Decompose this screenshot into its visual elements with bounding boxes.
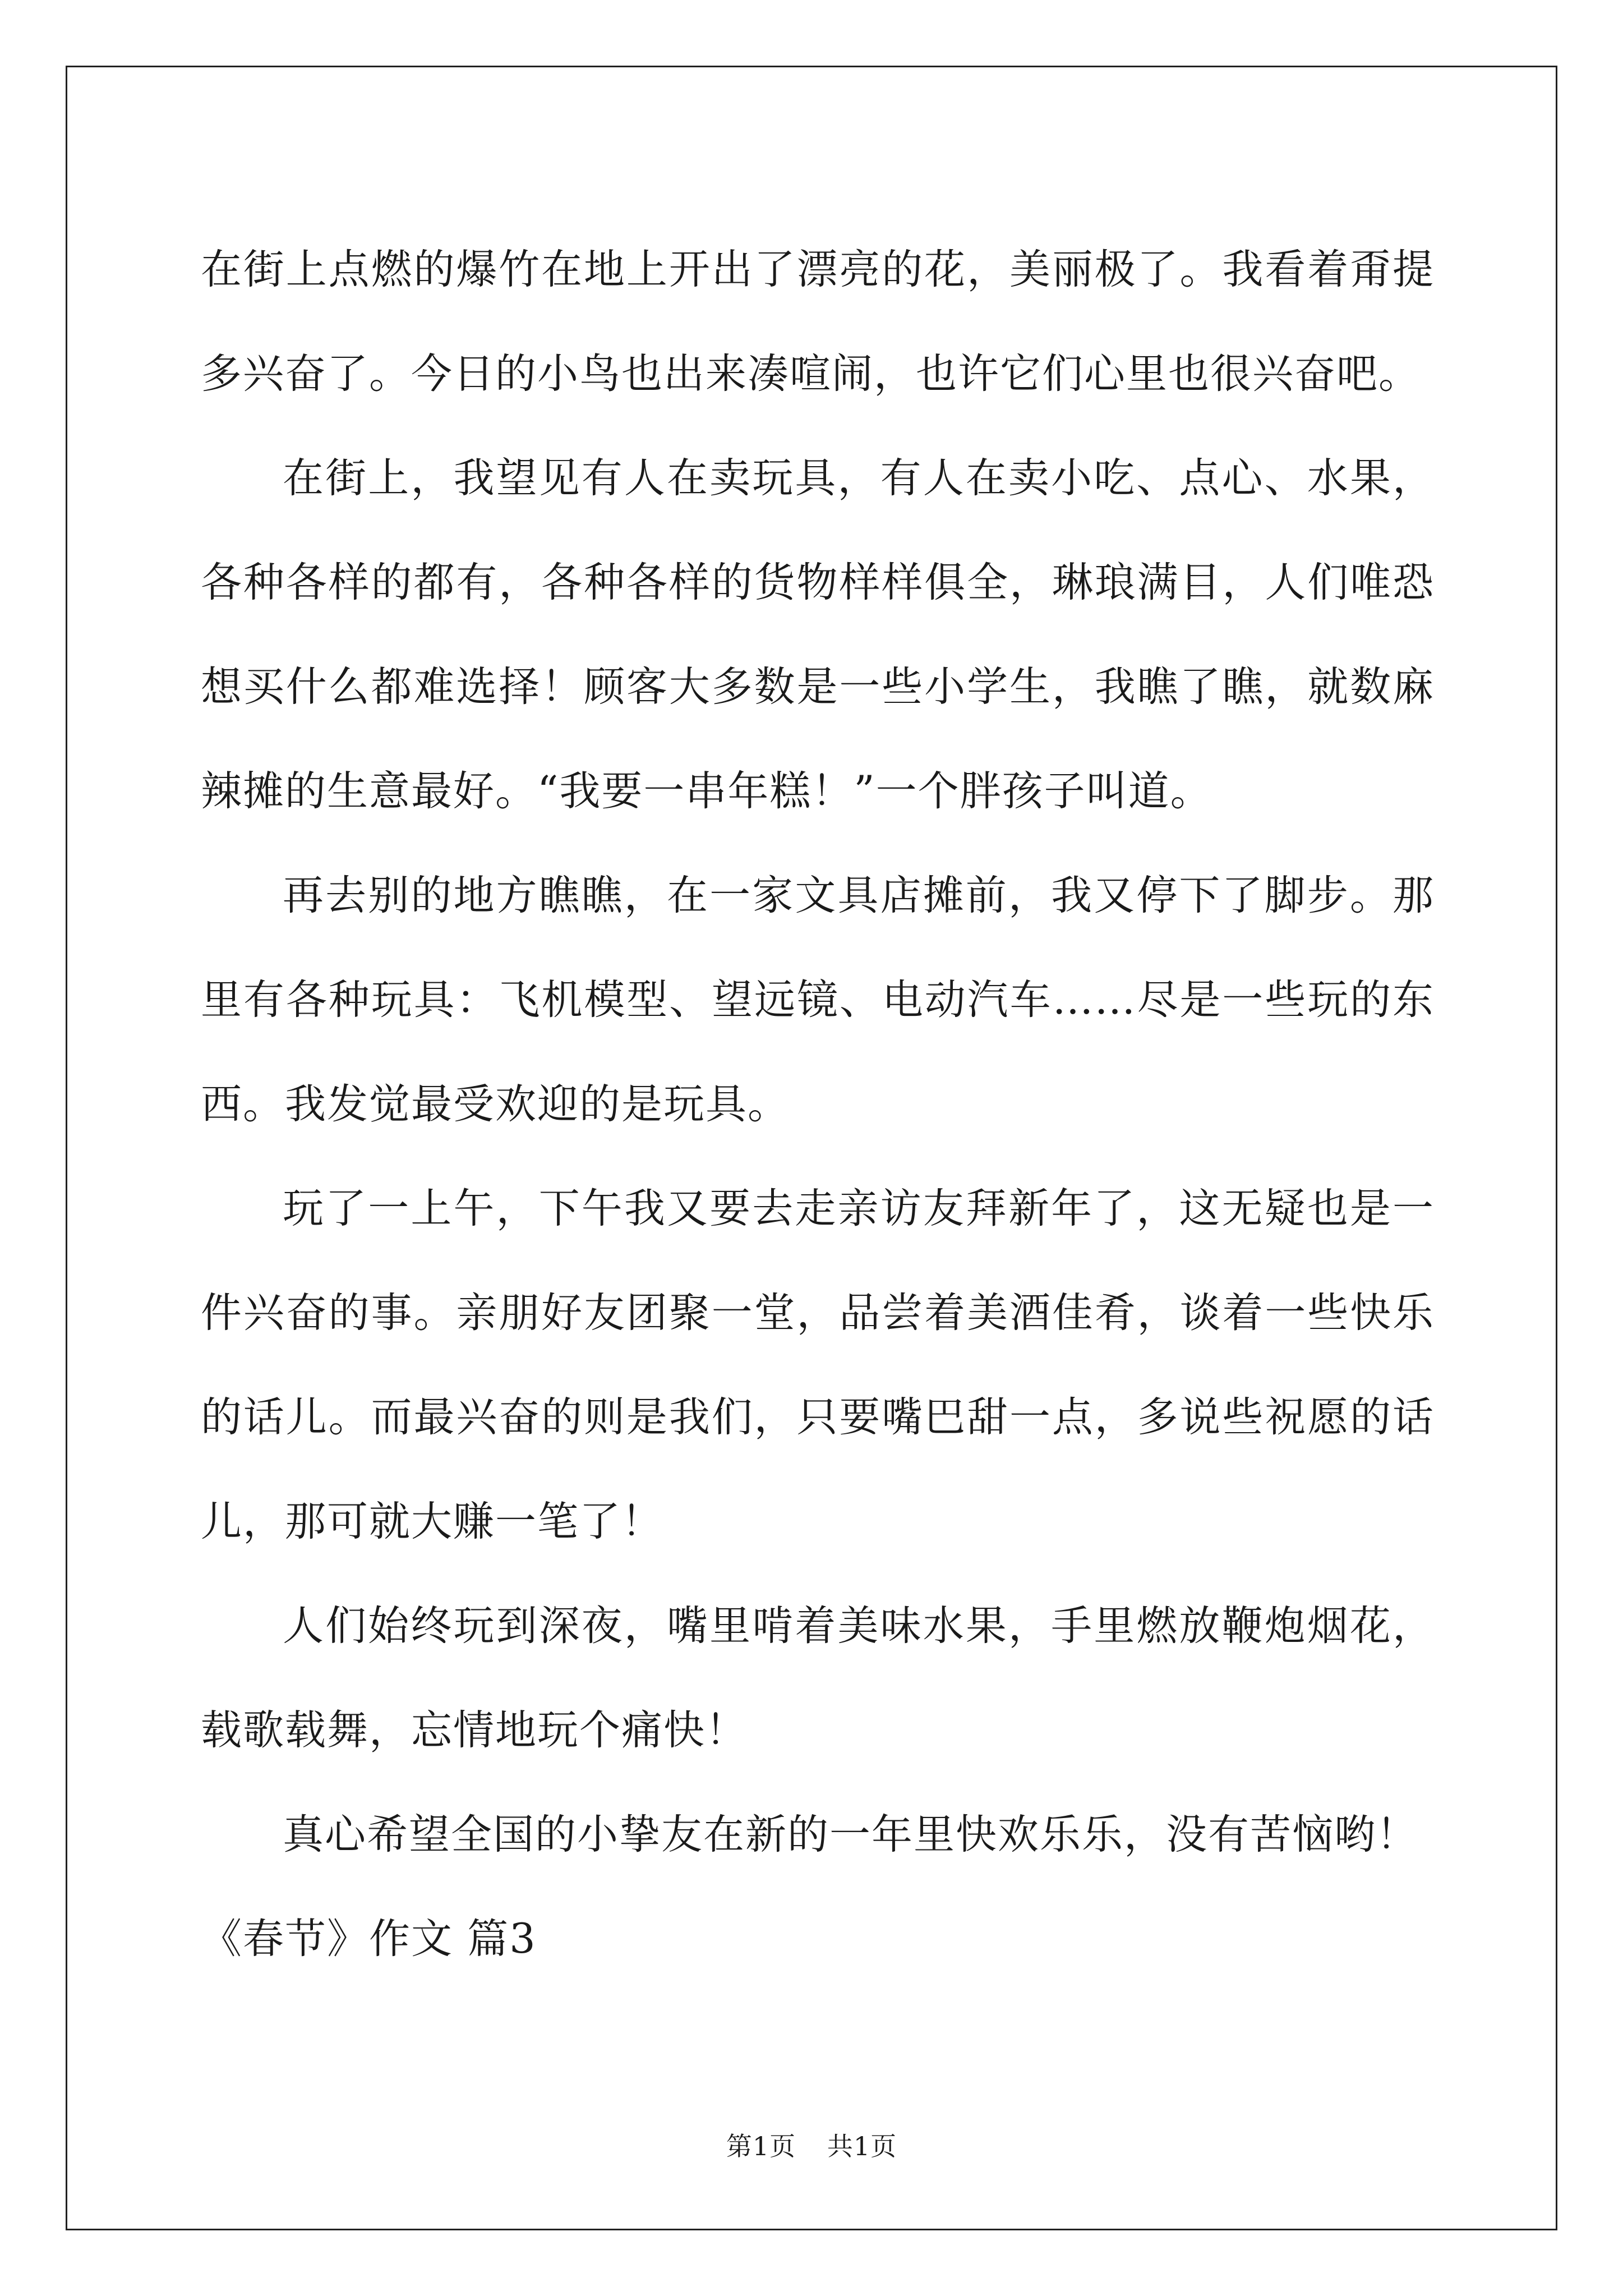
page-footer [0, 2126, 1623, 2163]
page-number-current: 第1页 [726, 2131, 796, 2161]
page-number-total: 共1页 [827, 2131, 897, 2161]
paragraph-1: 在街上点燃的爆竹在地上开出了漂亮的花，美丽极了。我看着甭提多兴奋了。今日的小鸟也出来凑喧闹，也许它们心里也很兴奋吧。 [201, 246, 1435, 398]
document-body [201, 218, 1435, 1991]
paragraph-5: 人们始终玩到深夜，嘴里啃着美味水果，手里燃放鞭炮烟花，载歌载舞，忘情地玩个痛快！ [201, 1602, 1435, 1754]
paragraph-2: 在街上，我望见有人在卖玩具，有人在卖小吃、点心、水果，各种各样的都有，各种各样的货物样样俱全，琳琅满目，人们唯恐想买什么都难选择！顾客大多数是一些小学生，我瞧了瞧，就数麻辣摊的生意最好。“我要一串年糕！”一个胖孩子叫道。 [201, 454, 1435, 815]
paragraph-4: 玩了一上午，下午我又要去走亲访友拜新年了，这无疑也是一件兴奋的事。亲朋好友团聚一堂，品尝着美酒佳肴，谈着一些快乐的话儿。而最兴奋的则是我们，只要嘴巴甜一点，多说些祝愿的话儿，那可就大赚一笔了！ [201, 1185, 1435, 1545]
paragraph-3: 再去别的地方瞧瞧，在一家文具店摊前，我又停下了脚步。那里有各种玩具：飞机模型、望远镜、电动汽车……尽是一些玩的东西。我发觉最受欢迎的是玩具。 [201, 872, 1435, 1128]
paragraph-6: 真心希望全国的小挚友在新的一年里快欢乐乐，没有苦恼哟！ [283, 1811, 1418, 1858]
section-heading: 《春节》作文 篇3 [201, 1915, 537, 1963]
